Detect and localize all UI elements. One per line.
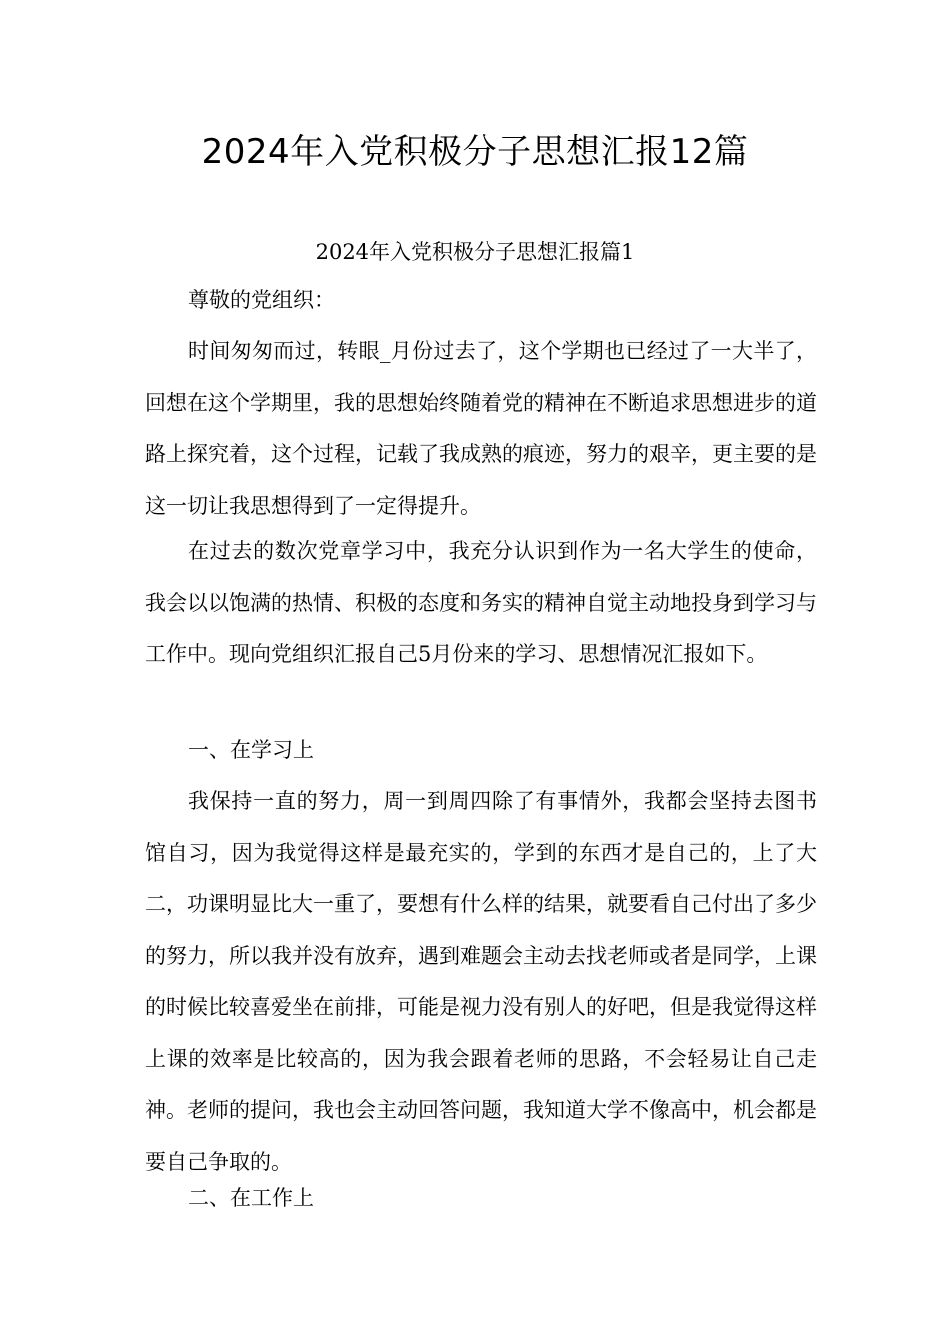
paragraph-intro: 时间匆匆而过，转眼_月份过去了，这个学期也已经过了一大半了，回想在这个学期里，我的思想始终随着党的精神在不断追求思想进步的道路上探究着，这个过程，记载了我成熟的痕迹，努力的艰辛，更主要的是这一切让我思想得到了一定得提升。 bbox=[145, 339, 817, 518]
document-title: 2024年入党积极分子思想汇报12篇 bbox=[201, 132, 749, 172]
paragraph-mission: 在过去的数次党章学习中，我充分认识到作为一名大学生的使命，我会以以饱满的热情、积极的态度和务实的精神自觉主动地投身到学习与工作中。现向党组织汇报自己5月份来的学习、思想情况汇报如下。 bbox=[145, 539, 817, 666]
heading-study: 一、在学习上 bbox=[188, 738, 314, 762]
heading-work: 二、在工作上 bbox=[188, 1186, 314, 1210]
section-title: 2024年入党积极分子思想汇报篇1 bbox=[315, 240, 635, 264]
salutation: 尊敬的党组织： bbox=[188, 288, 335, 312]
paragraph-study: 我保持一直的努力，周一到周四除了有事情外，我都会坚持去图书馆自习，因为我觉得这样是最充实的，学到的东西才是自己的，上了大二，功课明显比大一重了，要想有什么样的结果，就要看自己付出了多少的努力，所以我并没有放弃，遇到难题会主动去找老师或者是同学，上课的时候比较喜爱坐在前排，可能是视力没有别人的好吧，但是我觉得这样上课的效率是比较高的，因为我会跟着老师的思路，不会轻易让自己走神。老师的提问，我也会主动回答问题，我知道大学不像高中，机会都是要自己争取的。 bbox=[145, 789, 817, 1174]
